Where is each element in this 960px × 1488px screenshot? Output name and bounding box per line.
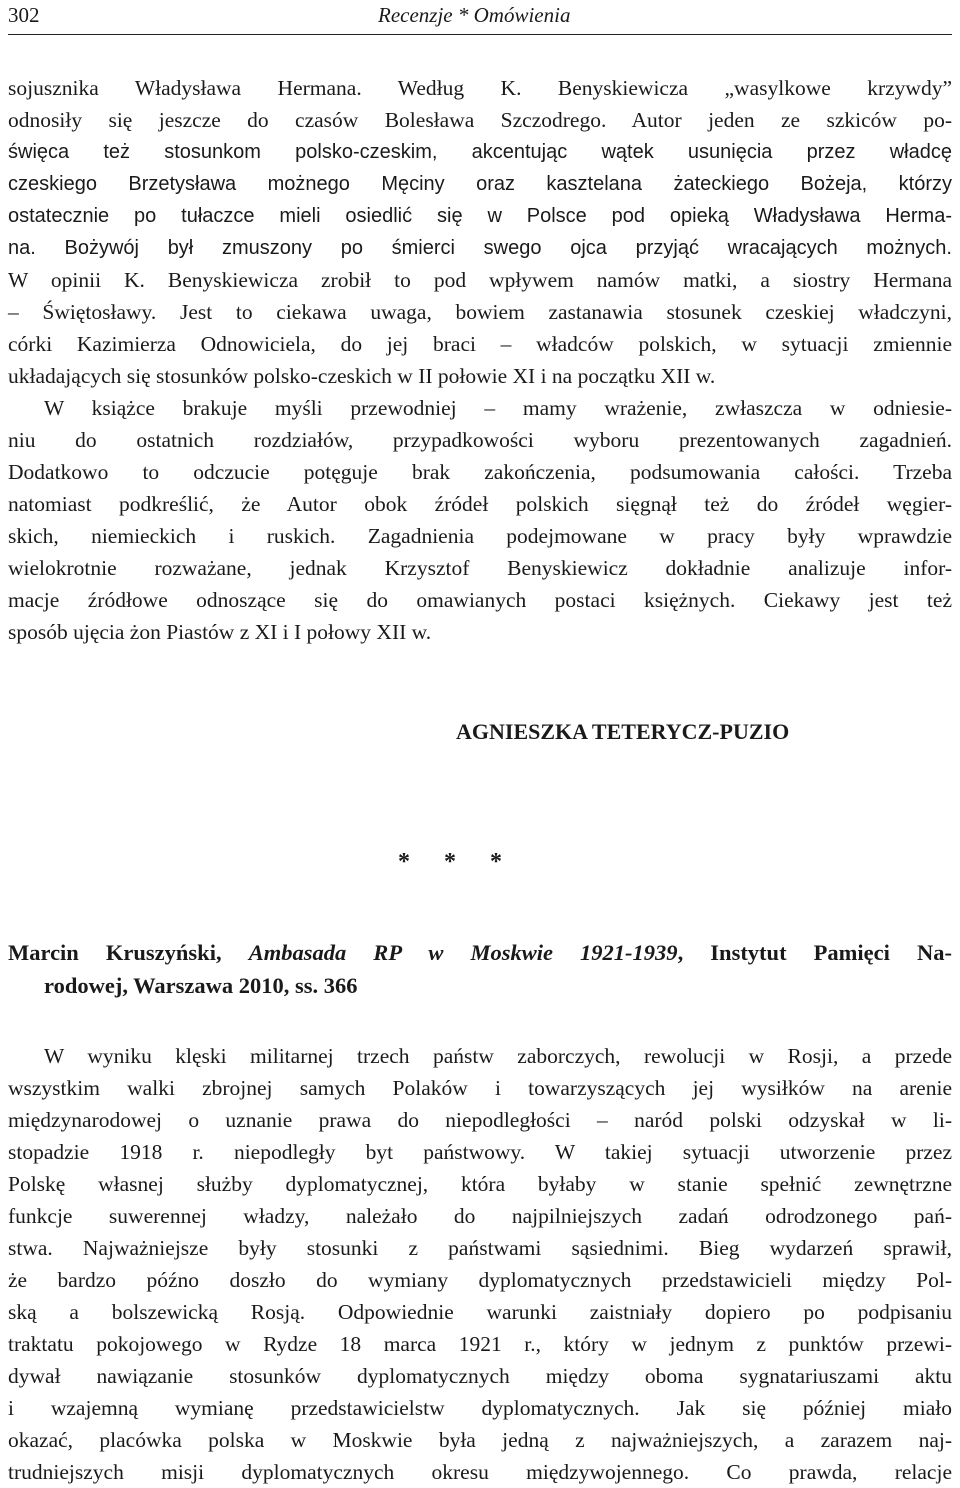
text-line: dywał nawiązanie stosunków dyplomatycznych między oboma sygnatariuszami aktu [8,1364,952,1388]
text-line: czeskiego Brzetysława możnego Męciny oraz kasztelana żateckiego Bożeja, którzy [8,173,952,195]
text-line: międzynarodowej o uznanie prawa do niepodległości – naród polski odzyskał w li- [8,1108,952,1132]
text-line: stopadzie 1918 r. niepodległy byt państwowy. W takiej sytuacji utworzenie przez [8,1140,952,1164]
text-line: odnosiły się jeszcze do czasów Bolesława Szczodrego. Autor jeden ze szkiców po- [8,108,952,132]
text-line: W opinii K. Benyskiewicza zrobił to pod wpływem namów matki, a siostry Hermana [8,268,952,292]
text-line: traktatu pokojowego w Rydze 18 marca 1921 r., który w jednym z punktów przewi- [8,1332,952,1356]
text-line: funkcje suwerennej władzy, należało do najpilniejszych zadań odrodzonego pań- [8,1204,952,1228]
text-line: okazać, placówka polska w Moskwie była jedną z najważniejszych, a zarazem naj- [8,1428,952,1452]
text-line: i wzajemną wymianę przedstawicielstw dyplomatycznych. Jak się później miało [8,1396,952,1420]
book-author: Marcin Kruszyński, [8,940,249,965]
text-line: W wyniku klęski militarnej trzech państw zaborczych, rewolucji w Rosji, a przede [44,1044,952,1068]
text-line: – Świętosławy. Jest to ciekawa uwaga, bowiem zastanawia stosunek czeskiej władczyni, [8,300,952,324]
text-line: macje źródłowe odnoszące się do omawianych postaci księżnych. Ciekawy jest też [8,588,952,612]
text-line: ską a bolszewicką Rosją. Odpowiednie warunki zaistniały dopiero po podpisaniu [8,1300,952,1324]
text-line: ostatecznie po tułaczce mieli osiedlić się w Polsce pod opieką Władysława Herma- [8,205,952,227]
text-line: wielokrotnie rozważane, jednak Krzysztof Benyskiewicz dokładnie analizuje infor- [8,556,952,580]
text-line: córki Kazimierza Odnowiciela, do jej braci – władców polskich, w sytuacji zmiennie [8,332,952,356]
text-line: stwa. Najważniejsze były stosunki z państwami sąsiednimi. Bieg wydarzeń sprawił, [8,1236,952,1260]
text-line: Polskę własnej służby dyplomatycznej, która byłaby w stanie spełnić zewnętrzne [8,1172,952,1196]
book-publisher: , Instytut Pamięci Na- [677,940,952,965]
text-line: sojusznika Władysława Hermana. Według K. Benyskiewicza „wasylkowe krzywdy” [8,76,952,100]
text-line: sposób ujęcia żon Piastów z XI i I połowy XII w. [8,620,432,644]
book-citation-line [8,936,952,969]
text-line: wszystkim walki zbrojnej samych Polaków i towarzyszących jej wysiłków na arenie [8,1076,952,1100]
section-separator: * * * [398,849,502,875]
book-title: Ambasada RP w Moskwie 1921-1939 [248,940,678,965]
text-line: W książce brakuje myśli przewodniej – mamy wrażenie, zwłaszcza w odniesie- [44,396,952,420]
text-line: natomiast podkreślić, że Autor obok źródeł polskich sięgnął też do źródeł węgier- [8,492,952,516]
header-rule [8,34,952,35]
text-line: skich, niemieckich i ruskich. Zagadnienia podejmowane w pracy były wprawdzie [8,524,952,548]
reviewer-signature: AGNIESZKA TETERYCZ-PUZIO [456,719,790,744]
text-line: na. Bożywój był zmuszony po śmierci swego ojca przyjąć wracających możnych. [8,237,952,259]
text-line: trudniejszych misji dyplomatycznych okresu międzywojennego. Co prawda, relacje [8,1460,952,1484]
text-line: że bardzo późno doszło do wymiany dyplomatycznych przedstawicieli między Pol- [8,1268,952,1292]
running-title: Recenzje * Omówienia [378,3,571,27]
text-line: niu do ostatnich rozdziałów, przypadkowości wyboru prezentowanych zagadnień. [8,428,952,452]
text-line: Dodatkowo to odczucie potęguje brak zakończenia, podsumowania całości. Trzeba [8,460,952,484]
page-header [8,0,952,36]
text-line: święca też stosunkom polsko-czeskim, akcentując wątek usunięcia przez władcę [8,141,952,163]
page-number: 302 [8,3,40,27]
book-citation-line: rodowej, Warszawa 2010, ss. 366 [44,973,358,998]
text-line: układających się stosunków polsko-czeskich w II połowie XI i na początku XII w. [8,364,716,388]
